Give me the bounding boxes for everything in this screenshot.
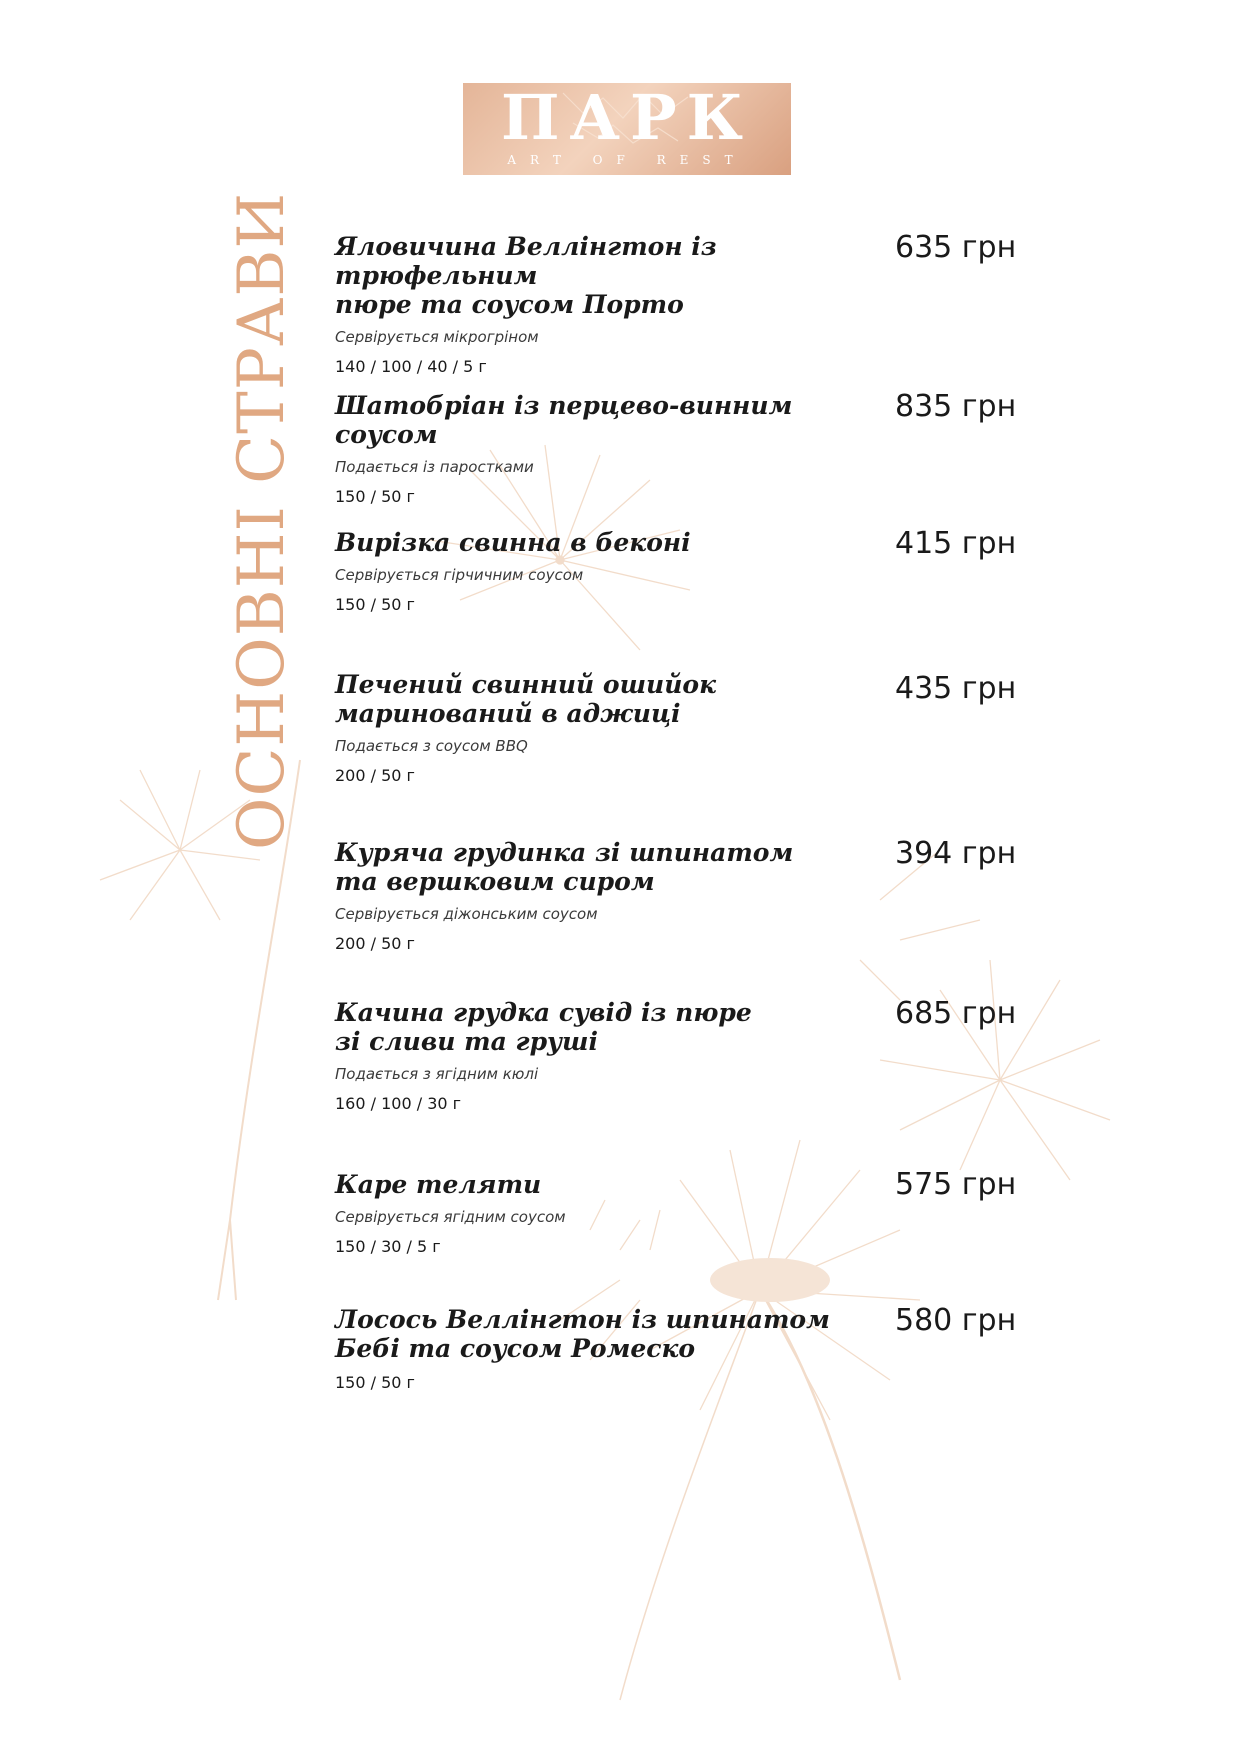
item-weight: 200 / 50 г bbox=[335, 766, 415, 785]
item-description: Сервірується ягідним соусом bbox=[335, 1208, 566, 1226]
menu-item bbox=[335, 670, 855, 786]
item-price: 685 грн bbox=[895, 996, 1017, 1031]
item-price: 394 грн bbox=[895, 836, 1017, 871]
item-price: 635 грн bbox=[895, 230, 1017, 265]
item-name: Каре теляти bbox=[335, 1170, 542, 1199]
item-weight: 160 / 100 / 30 г bbox=[335, 1094, 462, 1113]
menu-item bbox=[335, 391, 855, 507]
item-weight: 150 / 50 г bbox=[335, 1373, 415, 1392]
item-price: 580 грн bbox=[895, 1303, 1017, 1338]
item-name: Качина грудка сувід із пюре зі сливи та груші bbox=[335, 998, 752, 1056]
logo-wordmark: ПАРК bbox=[500, 81, 754, 154]
item-description: Подається з ягідним кюлі bbox=[335, 1065, 539, 1083]
logo-tagline: ART OF REST bbox=[507, 153, 747, 167]
item-weight: 140 / 100 / 40 / 5 г bbox=[335, 357, 487, 376]
item-price: 575 грн bbox=[895, 1167, 1017, 1202]
item-description: Сервірується гірчичним соусом bbox=[335, 566, 584, 584]
item-description: Подається з соусом BBQ bbox=[335, 737, 528, 755]
item-name: Вирізка свинна в беконі bbox=[335, 528, 691, 557]
section-title: ОСНОВНІ СТРАВИ bbox=[225, 191, 299, 850]
item-weight: 200 / 50 г bbox=[335, 934, 415, 953]
menu-item bbox=[335, 528, 855, 615]
menu-item bbox=[335, 1170, 855, 1257]
menu-item bbox=[335, 838, 855, 954]
item-price: 435 грн bbox=[895, 671, 1017, 706]
item-name: Печений свинний ошийок маринований в аджиці bbox=[335, 670, 716, 728]
item-name: Куряча грудинка зі шпинатом та вершковим сиром bbox=[335, 838, 794, 896]
menu-item bbox=[335, 998, 855, 1114]
item-weight: 150 / 30 / 5 г bbox=[335, 1237, 441, 1256]
item-weight: 150 / 50 г bbox=[335, 595, 415, 614]
menu-item bbox=[335, 232, 855, 377]
item-description: Сервірується діжонським соусом bbox=[335, 905, 598, 923]
item-name: Лосось Веллінгтон із шпинатом Бебі та соусом Ромеско bbox=[335, 1305, 830, 1363]
item-price: 415 грн bbox=[895, 526, 1017, 561]
item-name: Яловичина Веллінгтон із трюфельним пюре та соусом Порто bbox=[335, 232, 717, 319]
logo bbox=[463, 83, 791, 175]
item-weight: 150 / 50 г bbox=[335, 487, 415, 506]
item-description: Подається із паростками bbox=[335, 458, 534, 476]
menu-item bbox=[335, 1305, 855, 1393]
item-price: 835 грн bbox=[895, 389, 1017, 424]
item-description: Сервірується мікрогріном bbox=[335, 328, 539, 346]
item-name: Шатобріан із перцево-винним соусом bbox=[335, 391, 793, 449]
